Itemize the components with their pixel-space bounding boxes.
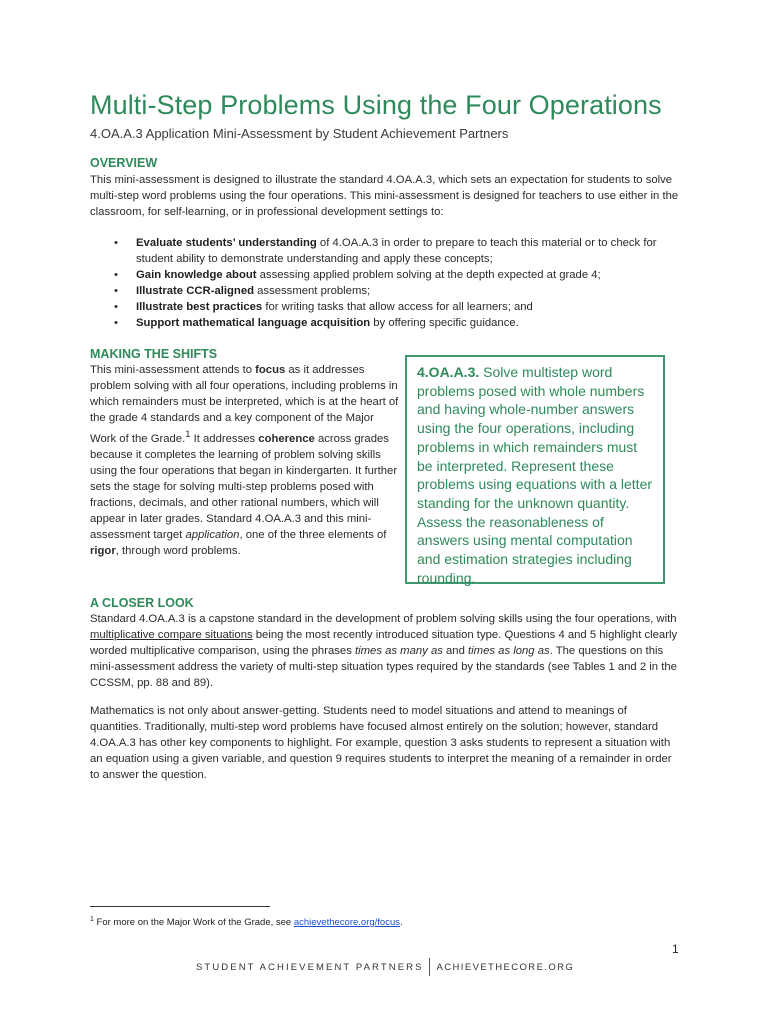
closer-look-heading: A CLOSER LOOK — [90, 596, 194, 610]
list-item — [90, 235, 680, 267]
bullet-icon: • — [114, 317, 118, 329]
bullet-text: assessing applied problem solving at the depth expected at grade 4; — [256, 269, 601, 281]
footer-divider — [429, 958, 430, 976]
footnote-mark: 1 — [90, 916, 94, 923]
bullet-text: of 4.OA.A.3 in order to prepare to teach this material or to check for student ability to demonstrate understanding and apply these concepts; — [136, 237, 657, 265]
shift-text-part: It addresses — [190, 432, 259, 445]
standard-text: Solve multistep word problems posed with whole numbers and having whole-number answers using the four operations, including problems in which remainders must be interpreted. Represent these problems using equations with a letter standing for the unknown quantity. Assess the reasonableness of answers using mental computation and estimation strategies including rounding. — [417, 364, 653, 586]
coherence-term: coherence — [258, 432, 315, 445]
standard-callout-box — [405, 355, 665, 584]
shift-text-part: as it addresses problem solving with all four operations, including problems in which remainders must be interpreted, which is at the heart of the grade 4 standards and a key component of the Major Work of the Grade. — [90, 364, 399, 445]
bullet-strong: Gain knowledge about — [136, 269, 257, 281]
bullet-strong: Illustrate CCR-aligned — [136, 285, 255, 297]
page-title: Multi-Step Problems Using the Four Operations — [90, 90, 662, 120]
bullet-strong: Illustrate best practices — [136, 301, 263, 313]
footnote-ref[interactable]: 1 — [185, 428, 191, 439]
footnote-text: For more on the Major Work of the Grade, see — [93, 917, 294, 929]
bullet-icon: • — [114, 301, 118, 313]
list-item — [90, 283, 680, 299]
footnote-link[interactable]: achievethecore.org/focus — [293, 917, 400, 929]
phrase-times-as-many-as: times as many as — [354, 645, 443, 657]
closer-text-part: . The questions on this mini-assessment address the variety of multi-step situation types required by the standards (see Tables 1 and 2 in the CCSSM, pp. 88 and 89). — [90, 645, 677, 689]
making-shifts-text — [90, 362, 400, 559]
overview-bullet-list — [90, 235, 680, 331]
bullet-strong: Support mathematical language acquisition — [136, 317, 371, 329]
shift-text-part: , through word problems. — [115, 544, 241, 557]
closer-text-part: being the most recently introduced situation type. Questions 4 and 5 highlight clearly worded multiplicative comparison, using the phrases — [90, 629, 678, 657]
overview-heading: OVERVIEW — [90, 156, 158, 170]
closer-text-part: and — [442, 645, 469, 657]
list-item — [90, 299, 680, 315]
focus-term: focus — [255, 364, 286, 376]
bullet-text: for writing tasks that allow access for all learners; and — [262, 301, 533, 313]
application-term: application — [185, 528, 240, 541]
list-item — [90, 267, 680, 283]
org-name: STUDENT ACHIEVEMENT PARTNERS — [196, 961, 424, 973]
bullet-icon: • — [114, 285, 118, 297]
footnote-end: . — [400, 917, 403, 929]
standard-code: 4.OA.A.3. — [417, 364, 480, 380]
org-footer — [196, 960, 574, 974]
bullet-icon: • — [114, 237, 118, 249]
org-site[interactable]: ACHIEVETHECORE.ORG — [436, 961, 575, 973]
multiplicative-compare-link[interactable]: multiplicative compare situations — [90, 629, 253, 641]
shift-text-part: , one of the three elements of — [239, 528, 387, 541]
bullet-text: by offering specific guidance. — [370, 317, 519, 329]
bullet-strong: Evaluate students’ understanding — [136, 237, 317, 249]
shift-text-part: across grades because it completes the learning of problem solving skills using the four operations that began in kindergarten. It further sets the stage for solving multi-step problems posed with fractions, decimals, and other rational numbers, which will appear in later grades. Standard 4.OA.A.3 and this mini-assessment target — [90, 432, 398, 541]
page-number: 1 — [672, 942, 679, 956]
rigor-term: rigor — [90, 544, 116, 557]
shift-text-part: This mini-assessment attends to — [90, 364, 256, 376]
list-item — [90, 315, 680, 331]
page-subtitle: 4.OA.A.3 Application Mini-Assessment by Student Achievement Partners — [90, 126, 509, 141]
closer-look-paragraph-2: Mathematics is not only about answer-getting. Students need to model situations and attend to meanings of quantities. Traditionally, multi-step word problems have focused almost entirely on the solution; however, standard 4.OA.A.3 has other key components to highlight. For example, question 3 asks students to represent a situation with an equation using a given variable, and question 9 requires students to interpret the meaning of a remainder in order to answer the question. — [90, 705, 672, 781]
bullet-text: assessment problems; — [254, 285, 371, 297]
making-shifts-heading: MAKING THE SHIFTS — [90, 347, 218, 361]
footnote-divider — [90, 906, 270, 907]
overview-intro: This mini-assessment is designed to illustrate the standard 4.OA.A.3, which sets an expectation for students to solve multi-step word problems using the four operations. This mini-assessment is designed for teachers to use either in the classroom, for self-learning, or in professional development settings to: — [90, 174, 679, 218]
phrase-times-as-long-as: times as long as — [468, 645, 550, 657]
closer-text-part: Standard 4.OA.A.3 is a capstone standard in the development of problem solving skills using the four operations, with — [90, 613, 677, 625]
closer-look-paragraph-1 — [90, 611, 680, 691]
bullet-icon: • — [114, 269, 118, 281]
footnote — [90, 916, 403, 928]
